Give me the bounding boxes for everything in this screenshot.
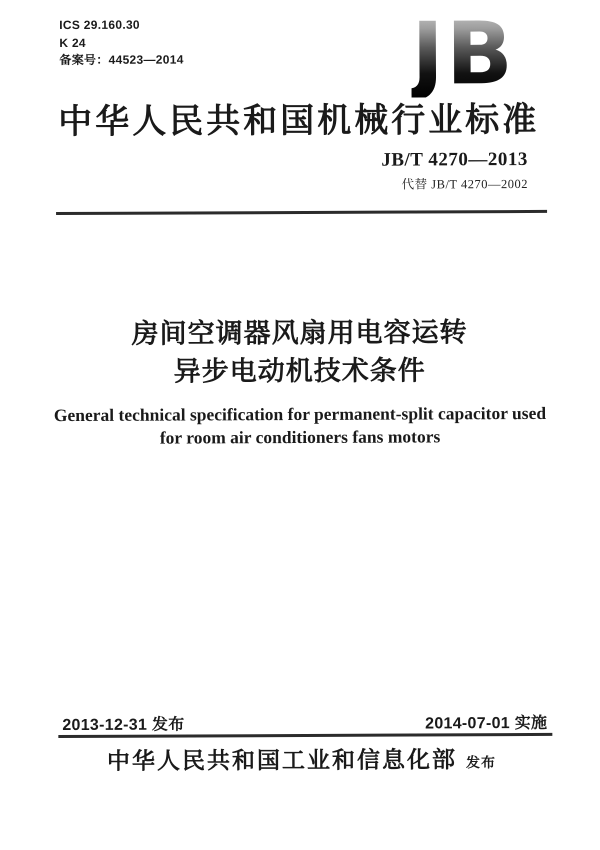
registration-block (59, 17, 183, 70)
issuer-publish-label: 发布 (465, 754, 497, 771)
title-en-line-2: for room air conditioners fans motors (159, 425, 441, 448)
title-en-line-1: General technical specification for permanent-split capacitor used (53, 402, 547, 426)
jb-logo: JB (411, 4, 516, 105)
standard-number: JB/T 4270—2013 (381, 149, 528, 171)
classification-code: K 24 (59, 35, 86, 50)
header-rule (56, 210, 547, 215)
standard-heading: 中华人民共和国机械行业标准 (58, 100, 540, 142)
issue-date: 2013-12-31 发布 (62, 716, 185, 735)
title-english (0, 402, 600, 450)
title-chinese (0, 313, 600, 392)
issuer-row (1, 743, 600, 781)
record-number: 备案号：44523—2014 (59, 52, 184, 68)
implementation-date: 2014-07-01 实施 (425, 714, 548, 733)
standard-number-block (381, 149, 528, 193)
issuer-name: 中华人民共和国工业和信息化部 (106, 746, 458, 774)
replaces-note: 代替 JB/T 4270—2002 (401, 177, 528, 192)
ics-code: ICS 29.160.30 (59, 17, 140, 33)
title-cn-line-1: 房间空调器风扇用电容运转 (131, 317, 468, 349)
dates-row (62, 710, 547, 735)
title-cn-line-2: 异步电动机技术条件 (173, 355, 426, 387)
